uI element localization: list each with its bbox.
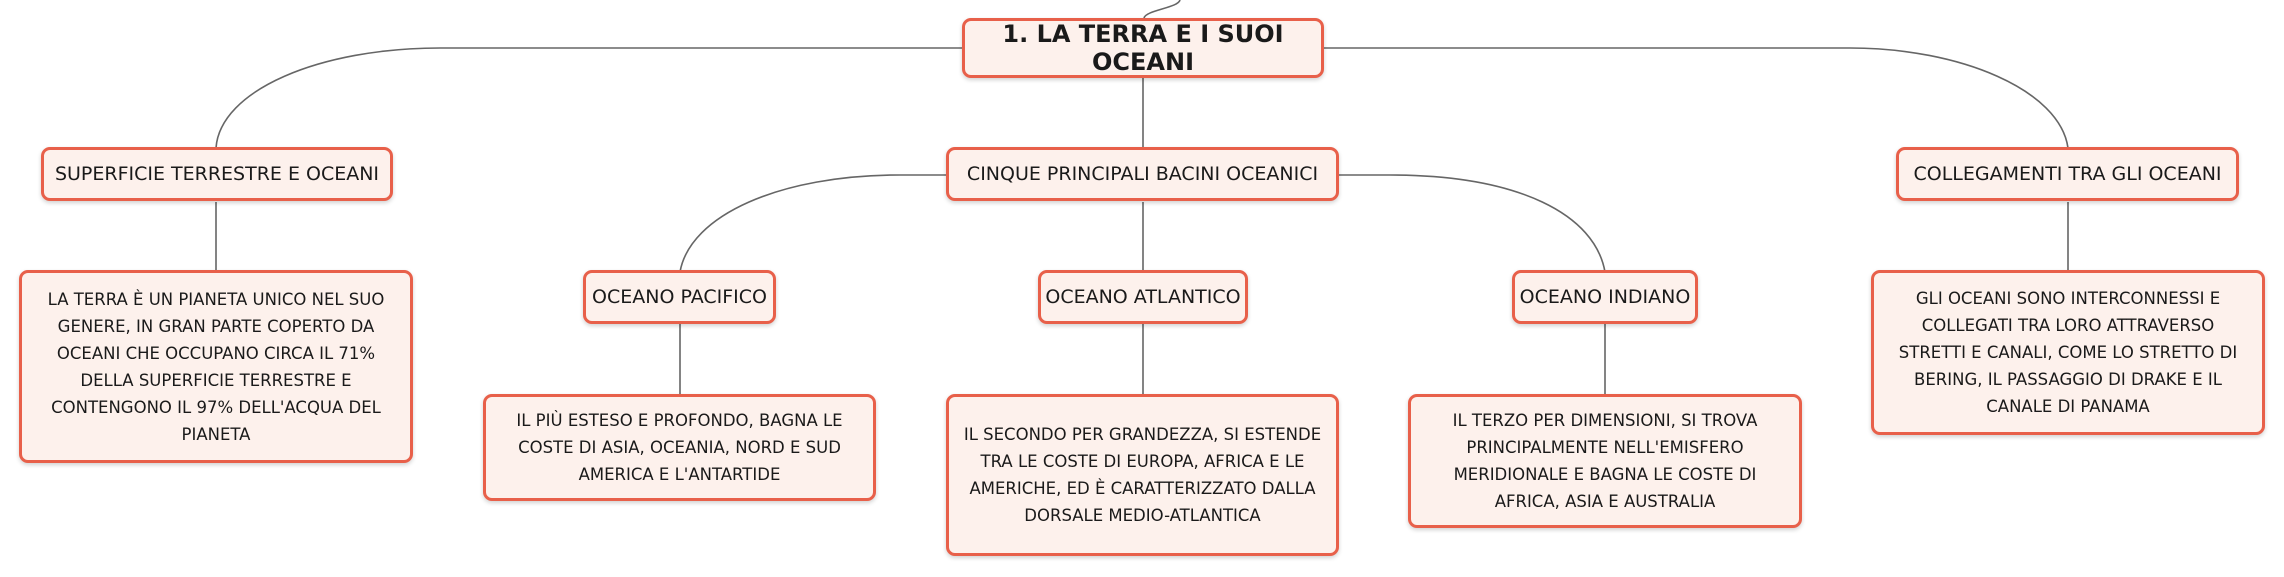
bacini-node[interactable] (946, 147, 1339, 201)
pacifico-node[interactable] (583, 270, 776, 324)
root-to-collegamenti (1324, 48, 2068, 148)
root-node[interactable] (962, 18, 1324, 78)
root-to-superficie (216, 48, 962, 148)
superficie-detail-text: LA TERRA È UN PIANETA UNICO NEL SUO GENERE, IN GRAN PARTE COPERTO DA OCEANI CHE OCCUPANO CIRCA IL 71% DELLA SUPERFICIE TERRESTRE E CONTENGONO IL 97% DELL'ACQUA DEL PIANETA (47, 289, 385, 444)
collegamenti-detail-text: GLI OCEANI SONO INTERCONNESSI E COLLEGATI TRA LORO ATTRAVERSO STRETTI E CANALI, COME LO STRETTO DI BERING, IL PASSAGGIO DI DRAKE E IL CANALE DI PANAMA (1898, 289, 2238, 416)
indiano-node[interactable] (1512, 270, 1698, 324)
pacifico-label: OCEANO PACIFICO (592, 286, 767, 308)
indiano-detail[interactable] (1408, 394, 1802, 528)
collegamenti-label: COLLEGAMENTI TRA GLI OCEANI (1913, 163, 2222, 185)
superficie-label: SUPERFICIE TERRESTRE E OCEANI (54, 163, 380, 185)
superficie-node[interactable] (41, 147, 393, 201)
atlantico-detail-text: IL SECONDO PER GRANDEZZA, SI ESTENDE TRA LE COSTE DI EUROPA, AFRICA E LE AMERICHE, ED È CARATTERIZZATO DALLA DORSALE MEDIO-ATLANTICA (963, 425, 1322, 525)
indiano-label: OCEANO INDIANO (1519, 286, 1691, 308)
atlantico-node[interactable] (1038, 270, 1248, 324)
indiano-detail-text: IL TERZO PER DIMENSIONI, SI TROVA PRINCIPALMENTE NELL'EMISFERO MERIDIONALE E BAGNA LE COSTE DI AFRICA, ASIA E AUSTRALIA (1452, 411, 1758, 511)
pacifico-detail[interactable] (483, 394, 876, 501)
atlantico-label: OCEANO ATLANTICO (1045, 286, 1241, 308)
bacini-label: CINQUE PRINCIPALI BACINI OCEANICI (966, 163, 1319, 185)
superficie-detail[interactable] (19, 270, 413, 463)
pacifico-detail-text: IL PIÙ ESTESO E PROFONDO, BAGNA LE COSTE DI ASIA, OCEANIA, NORD E SUD AMERICA E L'ANTARTIDE (516, 411, 843, 484)
bacini-to-pacifico (680, 175, 946, 272)
parent-connector (1144, 0, 1180, 18)
bacini-to-indiano (1339, 175, 1605, 272)
root-label: 1. LA TERRA E I SUOI OCEANI (1002, 20, 1284, 76)
collegamenti-node[interactable] (1896, 147, 2239, 201)
atlantico-detail[interactable] (946, 394, 1339, 556)
collegamenti-detail[interactable] (1871, 270, 2265, 435)
